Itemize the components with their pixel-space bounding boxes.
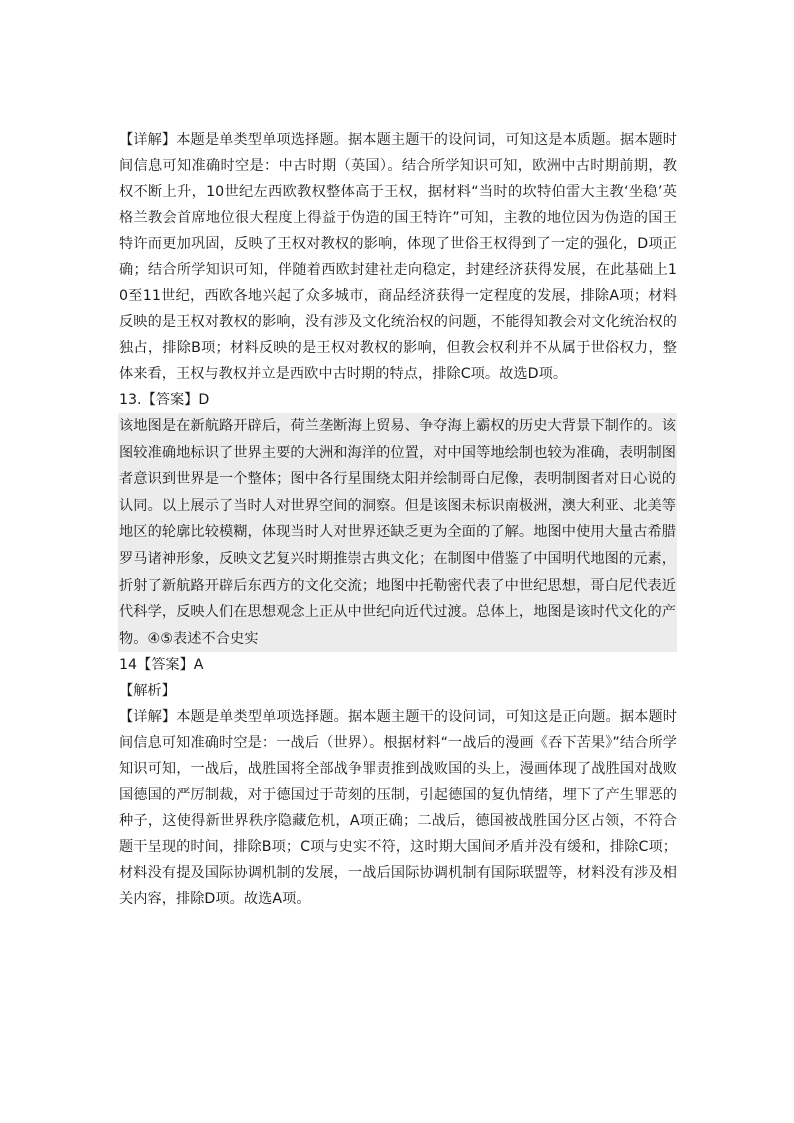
q13-analysis-paragraph: 该地图是在新航路开辟后，荷兰垄断海上贸易、争夺海上霸权的历史大背景下制作的。该图较准确地标识了世界主要的大洲和海洋的位置，对中国等地绘制也较为准确，表明制图者意识到世界是一个整体；图中各行星围绕太阳并绘制哥白尼像，表明制图者对日心说的认同。以上展示了当时人对世界空间的洞察。但是该图未标识南极洲，澳大利亚、北美等地区的轮廓比较模糊，体现当时人对世界还缺乏更为全面的了解。地图中使用大量古希腊罗马诸神形象，反映文艺复兴时期推崇古典文化；在制图中借鉴了中国明代地图的元素，折射了新航路开辟后东西方的文化交流；地图中托勒密代表了中世纪思想，哥白尼代表近代科学，反映人们在思想观念上正从中世纪向近代过渡。总体上，地图是该时代文化的产物。④⑤表述不合史实 — [119, 418, 676, 647]
q14-analysis-heading: 【解析】 — [119, 683, 176, 700]
q13-answer-line: 13.【答案】D — [119, 392, 210, 408]
q14-detail-paragraph: 【详解】本题是单类型单项选择题。据本题主题干的设问词，可知这是正向题。据本题时间信息可知准确时空是：一战后（世界）。根据材料“一战后的漫画《吞下苦果》”结合所学知识可知，一战后，战胜国将全部战争罪责推到战败国的头上，漫画体现了战胜国对战败国德国的严厉制裁，对于德国过于苛刻的压制，引起德国的复仇情绪，埋下了产生罪恶的种子，这使得新世界秩序隐藏危机，A项正确；二战后，德国被战胜国分区占领，不符合题干呈现的时间，排除B项；C项与史实不符，这时期大国间矛盾并没有缓和，排除C项；材料没有提及国际协调机制的发展，一战后国际协调机制有国际联盟等，材料没有涉及相关内容，排除D项。故选A项。 — [119, 709, 677, 908]
q13-analysis-highlight — [118, 413, 677, 652]
q14-answer-line: 14【答案】A — [119, 657, 204, 674]
q12-detail-paragraph: 【详解】本题是单类型单项选择题。据本题主题干的设问词，可知这是本质题。据本题时间信息可知准确时空是：中古时期（英国）。结合所学知识可知，欧洲中古时期前期，教权不断上升，10世纪左西欧教权整体高于王权，据材料“当时的坎特伯雷大主教‘坐稳’英格兰教会首席地位很大程度上得益于伪造的国王特许”可知，主教的地位因为伪造的国王特许而更加巩固，反映了王权对教权的影响，体现了世俗王权得到了一定的强化，D项正确；结合所学知识可知，伴随着西欧封建社走向稳定，封建经济获得发展，在此基础上10至11世纪，西欧各地兴起了众多城市，商品经济获得一定程度的发展，排除A项；材料反映的是王权对教权的影响，没有涉及文化统治权的问题，不能得知教会对文化统治权的独占，排除B项；材料反映的是王权对教权的影响，但教会权利并不从属于世俗权力，整体来看，王权与教权并立是西欧中古时期的特点，排除C项。故选D项。 — [119, 132, 677, 382]
document-page — [119, 127, 677, 912]
